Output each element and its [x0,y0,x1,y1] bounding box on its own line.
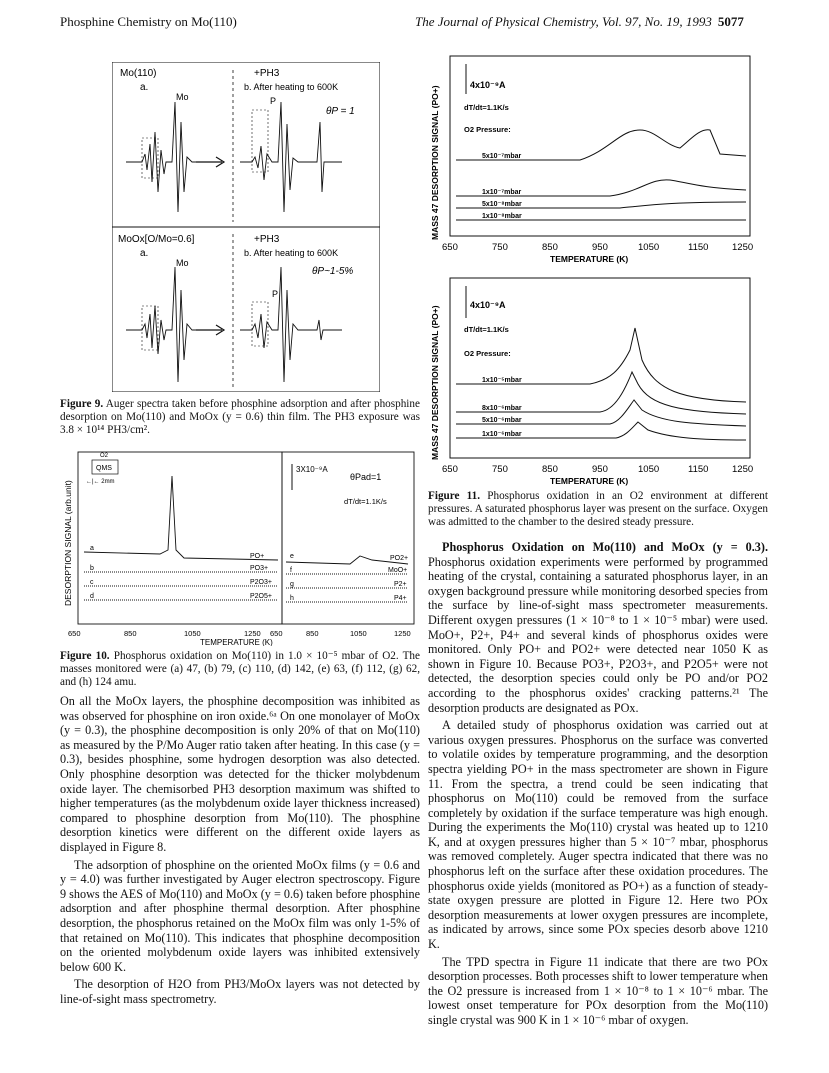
fig10-letter-b: b [90,565,94,572]
fig10-letter-a: a [90,545,94,552]
fig11-bottom-tick: 1250 [732,464,754,475]
section-heading: Phosphorus Oxidation on Mo(110) and MoOx (y = 0.3). [442,540,768,554]
figure-9-auger-spectra [112,62,380,392]
fig11-top-ylabel: MASS 47 DESORPTION SIGNAL (PO+) [430,85,440,240]
fig11-top-rate: dT/dt=1.1K/s [464,103,509,112]
fig10-species-p2o5: P2O5+ [250,593,272,600]
right-paragraph-1-text: Phosphorus oxidation experiments were performed by programmed heating of the crystal, containing a saturated phosphorus layer, in an oxygen background pressure while monitoring desorbed species from the surface by line-of-sight mass spectrometer measurements. Different oxygen pressures (1 × 10⁻⁸ to 1 × 10⁻⁵ mbar) were used. MoO+, P2+, P4+ and several kinds of phosphorus oxides were monitored. Only PO+ and PO2+ were detected near 1050 K as shown in Figure 10. Because PO3+, P2O3+, and P2O5+ were not detected, the desorption species could only be PO and/or PO2 according to the phosphorus oxides' cracking patterns.²¹ The desorption products are designated as POx. [428,554,768,715]
fig11-top-label-3: 5x10⁻⁸mbar [482,201,522,208]
figure-11-label: Figure 11. [428,490,481,502]
fig10-species-p2: P2+ [394,581,407,588]
fig11-top-label-2: 1x10⁻⁷mbar [482,189,522,196]
right-paragraph-2: A detailed study of phosphorus oxidation was carried out at various oxygen pressures. Phosphorus on the surface was converted to volatile oxides by temperature programming, and the desorption spectra yielding PO+ in the mass spectrometer are shown in Figure 11. From the spectra, a trend could be seen indicating that phosphorus on Mo(110) could be removed from the surface completely by oxidation if the surface temperature was high enough. During the experiments the Mo(110) crystal was heated up to 1210 K, and at oxygen pressures higher than 5 × 10⁻⁷ mbar, phosphorus was removed completely. Auger spectra indicated that there was no phosphorus left on the surface after these oxidation procedures. The phosphorus oxide yields (monitored as PO+) as a function of steady-state oxygen pressure are plotted in Figure 12. Here two POx desorption measurements at lower oxygen pressures are incomplete, as indicated by arrows, since some POx species desorb above 1210 K. [428,718,768,952]
fig11-top-tick: 850 [542,242,558,253]
figure-11-chart [420,50,770,486]
fig9-bottom-ph3: +PH3 [254,234,280,245]
fig10-tick: 1050 [184,629,201,638]
fig10-tick: 1250 [394,629,411,638]
fig9-bottom-b: b. After heating to 600K [244,248,339,258]
fig11-bottom-label-1: 1x10⁻⁵mbar [482,377,522,384]
left-paragraph-3: The desorption of H2O from PH3/MoOx layers was not detected by line-of-sight mass spectrometry. [60,977,420,1006]
fig11-bottom-label-2: 8x10⁻⁶mbar [482,405,522,412]
left-paragraph-1: On all the MoOx layers, the phosphine decomposition was inhibited as was observed for phosphine on iron oxide.⁶ᵃ On one monolayer of MoOx (y = 0.3), the phosphine decomposition is only 20% of that on Mo(110) as measured by the P/Mo Auger ratio taken after heating. In this case (y = 0.3), besides phosphine, some hydrogen desorption was also detected. Only phosphine desorption was detected for the thicker molybdenum oxide layer. The chemisorbed PH3 desorption maximum was shifted to higher temperatures (as the molybdenum oxide layer thickness increased) compared to phosphine desorption from Mo(110). The phosphine desorption kinetics were different on the different oxide layers as displayed in Figure 8. [60,694,420,854]
fig11-top-tick: 1250 [732,242,754,253]
fig10-tick: 650 [270,629,283,638]
fig11-bottom-tick: 950 [592,464,608,475]
left-column-body [60,694,420,1009]
fig10-dist: ←|← 2mm [86,479,115,485]
fig10-scale: 3X10⁻⁹A [296,465,328,474]
figure-10-caption-text: Phosphorus oxidation on Mo(110) in 1.0 × 10⁻⁵ mbar of O2. The masses monitored were (a) 47, (b) 79, (c) 110, (d) 142, (e) 63, (f) 112, (g) 62, and (h) 124 amu. [60,650,420,689]
fig11-bottom-label-3: 5x10⁻⁶mbar [482,417,522,424]
fig11-bottom-rate: dT/dt=1.1K/s [464,325,509,334]
figure-9-caption-text: Auger spectra taken before phosphine adsorption and after phosphine desorption on Mo(110) and MoOx (y = 0.6) thin film. The PH3 exposure was 3.8 × 10¹⁴ PH3/cm². [60,398,420,437]
fig10-species-po2: PO2+ [390,555,409,562]
figure-10-caption [60,650,420,690]
fig10-letter-g: g [290,581,294,588]
fig10-letter-d: d [90,593,94,600]
fig10-ylabel: DESORPTION SIGNAL (arb.unit) [63,480,73,606]
fig9-top-a: a. [140,82,149,93]
page-number: 5077 [717,14,744,29]
fig10-tick: 850 [124,629,137,638]
left-paragraph-2: The adsorption of phosphine on the oriented MoOx films (y = 0.6 and y = 4.0) was further investigated by Auger electron spectroscopy. Figure 9 shows the AES of Mo(110) and MoOx (y = 0.6) taken before phosphine adsorption and after phosphine thermal desorption. After phosphine desorption, the phosphorus retained on the MoOx film was only 1-5% of that retained on Mo(110). This indicates that phosphine decomposition on the oriented molybdenum oxide layers was inhibited extensively below 600 K. [60,857,420,974]
fig10-o2: O2 [100,453,109,459]
fig10-species-po: PO+ [250,553,265,560]
fig11-bottom-tick: 650 [442,464,458,475]
fig10-letter-h: h [290,595,294,602]
fig11-top-label-1: 5x10⁻⁷mbar [482,153,522,160]
fig9-bottom-p: P [272,289,279,299]
fig11-bottom-label-4: 1x10⁻⁶mbar [482,431,522,438]
fig9-bottom-substrate: MoOx[O/Mo=0.6] [118,234,195,245]
fig11-bottom-tick: 850 [542,464,558,475]
figure-10-chart [60,446,420,646]
fig10-rate: dT/dt=1.1K/s [344,497,387,506]
fig10-theta: θPad=1 [350,472,382,482]
fig10-letter-e: e [290,553,294,560]
fig11-top-xlabel: TEMPERATURE (K) [550,254,629,264]
fig10-qms: QMS [96,465,112,472]
fig11-top-tick: 750 [492,242,508,253]
fig11-top-tick: 650 [442,242,458,253]
fig11-bottom-tick: 1150 [688,464,709,475]
fig11-bottom-scale: 4x10⁻⁹A [470,300,506,310]
fig10-letter-f: f [290,567,292,574]
fig9-top-ph3: +PH3 [254,68,280,79]
fig11-bottom-tick: 1050 [638,464,660,475]
fig10-tick: 850 [306,629,319,638]
fig10-species-p2o3: P2O3+ [250,579,272,586]
figure-9-label: Figure 9. [60,398,104,410]
figure-9-caption [60,398,420,438]
figure-10-label: Figure 10. [60,650,110,662]
fig9-top-theta: θP = 1 [326,106,355,117]
right-paragraph-3: The TPD spectra in Figure 11 indicate that there are two POx desorption processes. Both processes shift to lower temperature when the O2 pressure is increased from 1 × 10⁻⁸ to 1 × 10⁻⁶ mbar. The lowest onset temperature for POx desorption from the Mo(110) single crystal was 900 K in 1 × 10⁻⁶ mbar of oxygen. [428,954,768,1027]
fig10-xlabel: TEMPERATURE (K) [200,638,273,646]
fig10-species-moo: MoO+ [388,567,408,574]
right-paragraph-1 [428,540,768,715]
fig10-tick: 1250 [244,629,261,638]
fig9-bottom-a: a. [140,248,149,259]
figure-11-caption-text: Phosphorus oxidation in an O2 environment at different pressures. A saturated phosphorus layer was present on the surface. Oxygen was admitted to the chamber to the desired steady pressure. [428,490,769,529]
fig11-top-tick: 950 [592,242,608,253]
fig11-bottom-tick: 750 [492,464,508,475]
fig9-top-b: b. After heating to 600K [244,82,339,92]
fig11-bottom-ylabel: MASS 47 DESORPTION SIGNAL (PO+) [430,305,440,460]
fig11-top-scale: 4x10⁻⁹A [470,80,506,90]
fig9-top-substrate: Mo(110) [120,68,157,79]
fig11-bottom-xlabel: TEMPERATURE (K) [550,476,629,486]
fig10-tick: 650 [68,629,81,638]
fig11-bottom-o2: O2 Pressure: [464,349,511,358]
fig9-top-mo: Mo [176,92,189,102]
fig11-top-o2: O2 Pressure: [464,125,511,134]
fig10-tick: 1050 [350,629,367,638]
fig11-top-label-4: 1x10⁻⁸mbar [482,213,522,220]
figure-11-caption [428,490,768,530]
fig11-top-tick: 1050 [638,242,660,253]
fig10-letter-c: c [90,579,94,586]
fig10-species-po3: PO3+ [250,565,269,572]
fig11-top-tick: 1150 [688,242,709,253]
fig10-species-p4: P4+ [394,595,407,602]
right-column-body [428,540,768,1031]
fig9-bottom-mo: Mo [176,258,189,268]
fig9-bottom-theta: θP~1-5% [312,266,354,277]
fig9-top-p: P [270,96,277,106]
running-header-journal [415,14,775,30]
journal-citation: The Journal of Physical Chemistry, Vol. 97, No. 19, 1993 [415,14,712,29]
running-header-title: Phosphine Chemistry on Mo(110) [60,14,237,29]
